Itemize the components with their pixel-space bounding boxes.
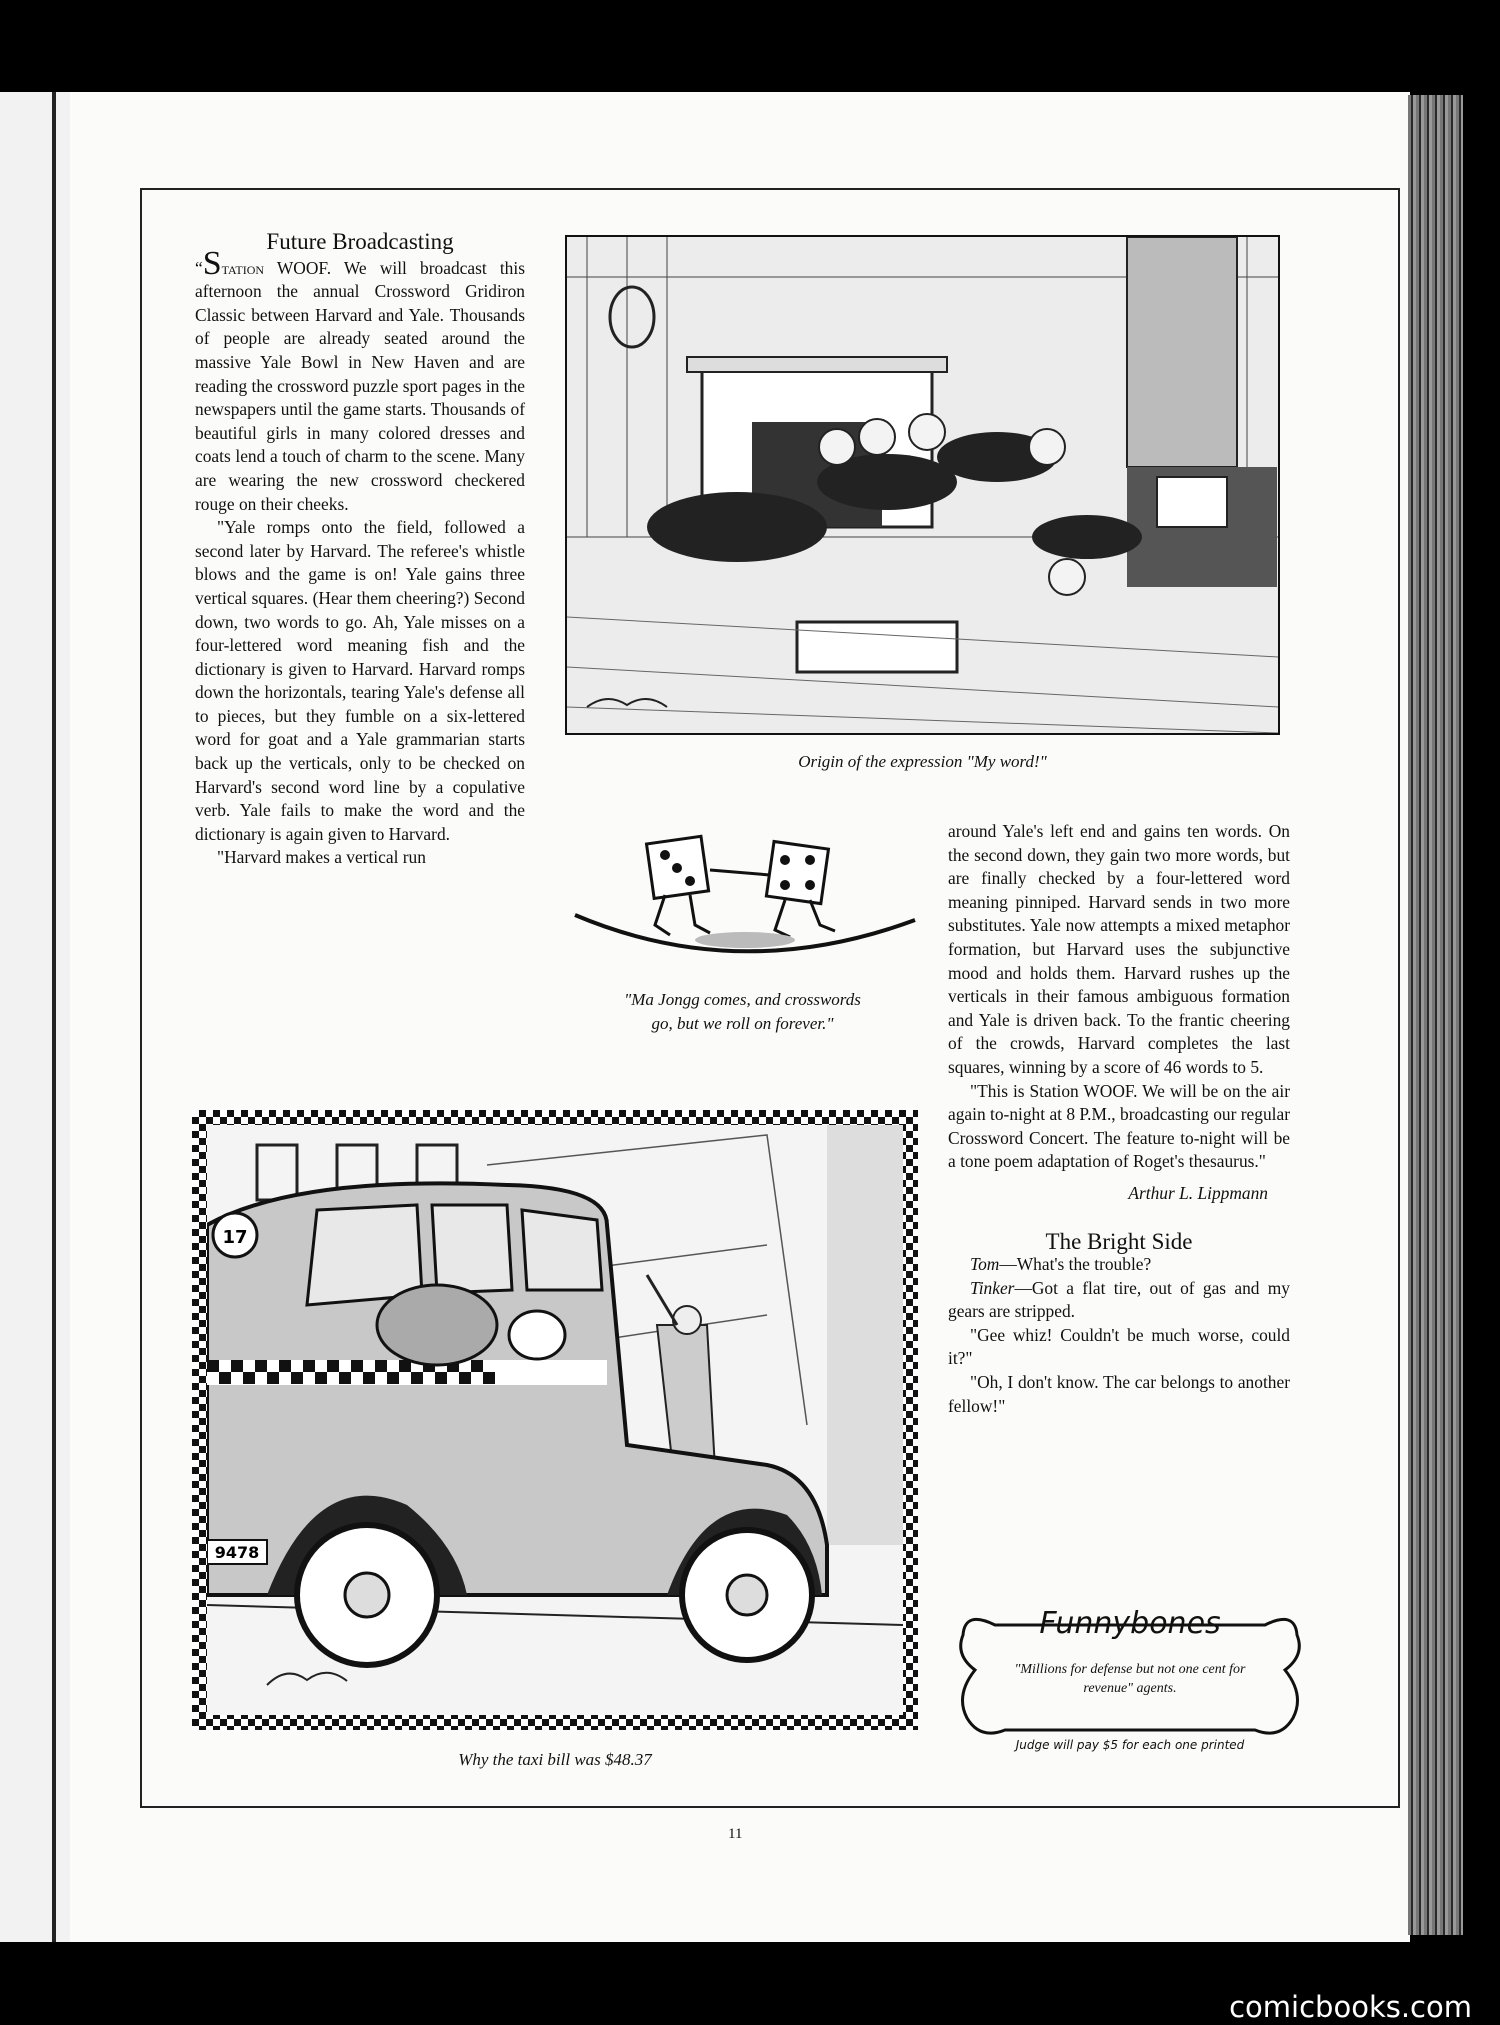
funnybones-text: "Millions for defense but not one cent for revenue" agents. <box>1014 1662 1246 1696</box>
left-page-edge <box>0 92 70 1942</box>
dice-caption <box>565 988 920 1036</box>
dice-caption-line-2: go, but we roll on forever." <box>651 1014 834 1033</box>
article-column-right <box>948 820 1290 1418</box>
article-paragraph-1: “Station WOOF. We will broadcast this afternoon the annual Crossword Gridiron Classic between Harvard and Yale. Thousands of people are already seated around the massive Yale Bowl in New Haven and are reading the crossword puzzle sport pages in the newspapers until the game starts. Thousands of beautiful girls in many colored dresses and coats lend a touch of charm to the scene. Many are wearing the new crossword checkered rouge on their cheeks. <box>195 244 525 514</box>
crossword-cartoon <box>565 235 1280 735</box>
page-number: 11 <box>728 1826 743 1842</box>
article-paragraph-2: "Yale romps onto the field, followed a second later by Harvard. The referee's whistle blows and the game is on! Yale gains three vertical squares. (Hear them cheering?) Second down, two words to go. Ah, Yale misses on a four-lettered word meaning fish and the dictionary is given to Harvard. Harvard romps down the horizontals, tearing Yale's defense all to pieces, but they fumble on a six-lettered word for goat and a Yale grammarian starts back up the verticals, only to be checked on Harvard's second word line by a copulative verb. Yale fails to make the word and the dictionary is again given to Harvard. <box>195 517 525 844</box>
taxi-drawing <box>207 1125 903 1715</box>
bright-side-line-1 <box>948 1253 1290 1277</box>
article-paragraph-3: "Harvard makes a vertical run <box>217 847 426 868</box>
taxi-door-number: 17 <box>222 1227 248 1248</box>
bright-side-line-2 <box>948 1277 1290 1324</box>
funnybones-footer: Judge will pay $5 for each one printed <box>1015 1738 1245 1752</box>
speaker-tom: Tom <box>970 1254 1000 1275</box>
article-column-left <box>195 230 525 870</box>
article-paragraph-4: around Yale's left end and gains ten words. On the second down, they gain two more words, but are finally checked by a four-lettered word meaning pinniped. Harvard sends in two more substitutes. Yale now attempts a mixed metaphor formation, but Harvard uses the subjunctive mood and holds them. Harvard rushes up the verticals in their famous ambiguous formation and Yale is driven back. To the frantic cheering of the crowds, Harvard completes the last squares, winning by a score of 46 words to 5. <box>948 821 1290 1077</box>
top-cartoon-caption: Origin of the expression "My word!" <box>798 752 1047 771</box>
funnybones-title: Funnybones <box>1039 1606 1221 1641</box>
watermark: comicbooks.com <box>1229 1990 1472 2024</box>
book-spine <box>52 92 56 1942</box>
article-title: Future Broadcasting <box>266 229 454 254</box>
crossword-cartoon-drawing <box>567 237 1278 733</box>
funnybones-ad <box>955 1600 1305 1760</box>
page-stack-edge <box>1408 95 1463 1935</box>
speaker-tinker: Tinker <box>970 1277 1015 1298</box>
line-tom: —What's the trouble? <box>999 1254 1152 1275</box>
taxi-caption: Why the taxi bill was $48.37 <box>458 1750 652 1769</box>
bright-side-line-4: "Oh, I don't know. The car belongs to another fellow!" <box>948 1372 1290 1416</box>
lead-smallcaps: tation <box>221 257 265 278</box>
article-paragraph-5: "This is Station WOOF. We will be on the air again to-night at 8 P.M., broadcasting our regular Crossword Concert. The feature to-night will be a tone poem adaptation of Roget's thesaurus." <box>948 1080 1290 1172</box>
bright-side-title: The Bright Side <box>1045 1228 1193 1254</box>
dice-drawing <box>570 825 920 965</box>
drop-cap: S <box>202 244 222 282</box>
taxi-cartoon <box>207 1125 903 1715</box>
dice-cartoon <box>570 825 920 965</box>
line-tinker: —Got a flat tire, out of gas and my gears are stripped. <box>948 1277 1290 1322</box>
taxi-license-plate: 9478 <box>214 1543 260 1562</box>
bright-side-line-3: "Gee whiz! Couldn't be much worse, could it?" <box>948 1324 1290 1369</box>
article-signature: Arthur L. Lippmann <box>1128 1182 1268 1203</box>
dice-caption-line-1: "Ma Jongg comes, and crosswords <box>624 990 861 1009</box>
article-text-1: WOOF. We will broadcast this afternoon the annual Crossword Gridiron Classic between Harvard and Yale. Thousands of people are already seated around the massive Yale Bowl in New Haven and are reading the crossword puzzle sport pages in the newspapers until the game starts. Thousands of beautiful girls in many colored dresses and coats lend a touch of charm to the scene. Many are wearing the new crossword checkered rouge on their cheeks. <box>195 257 525 514</box>
